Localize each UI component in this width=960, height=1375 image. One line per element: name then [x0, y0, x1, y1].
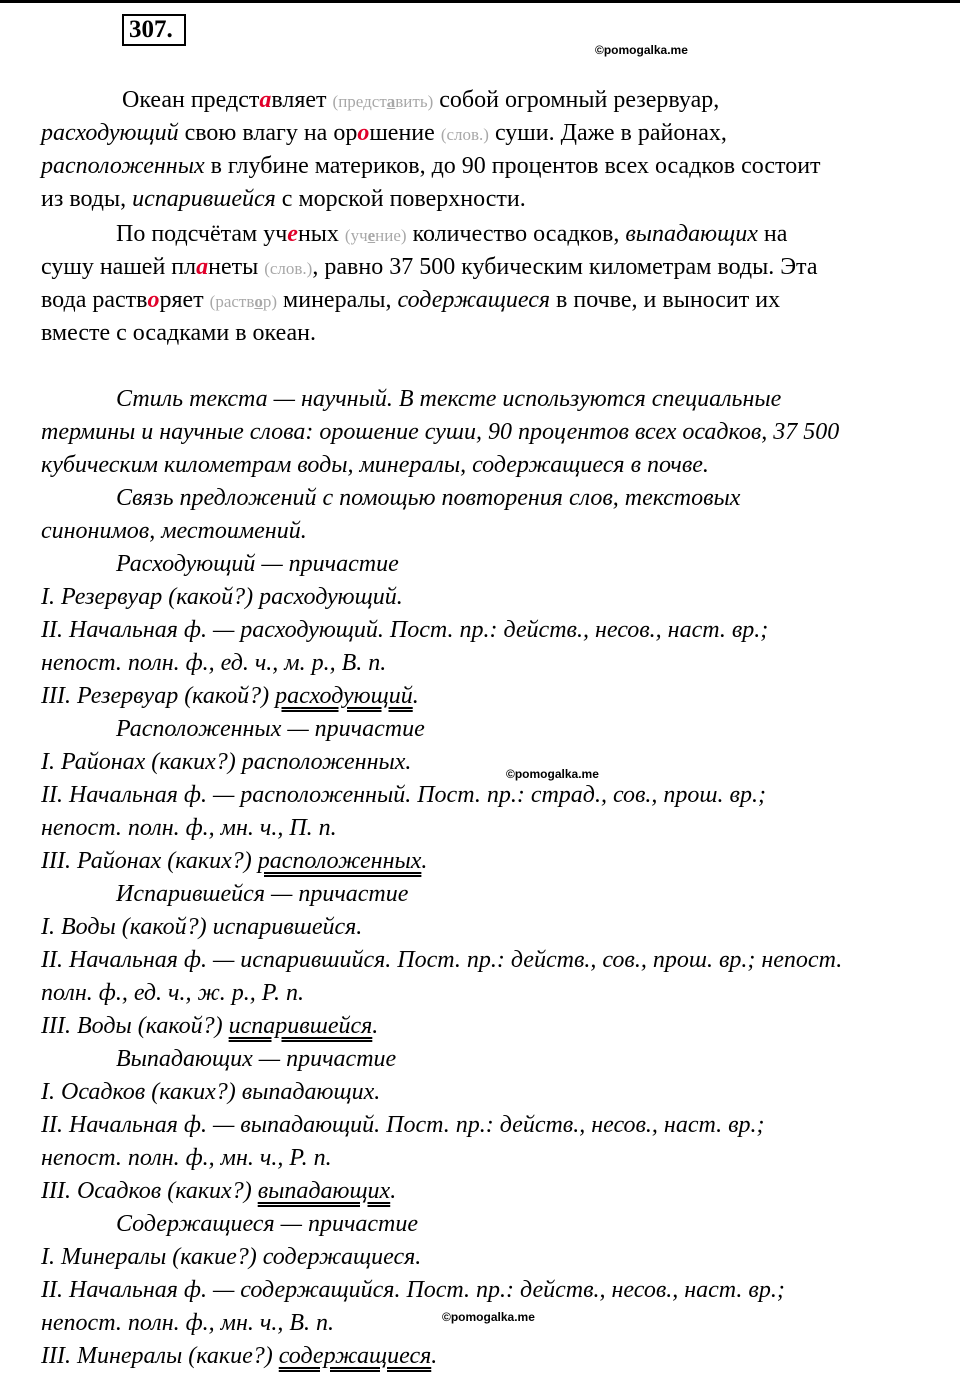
word-heading: Расположенных — причастие [116, 716, 425, 742]
word-heading: Испарившейся — причастие [116, 881, 409, 907]
watermark: ©pomogalka.me [442, 1310, 535, 1324]
text-line: расходующий свою влагу на орошение (слов.) суши. Даже в районах, [41, 120, 727, 146]
analysis-line: кубическим километрам воды, минералы, содержащиеся в почве. [41, 452, 709, 478]
analysis-line: III. Резервуар (какой?) расходующий. [41, 683, 419, 709]
analysis-line: непост. полн. ф., мн. ч., Р. п. [41, 1145, 332, 1171]
analysis-line: II. Начальная ф. — расходующий. Пост. пр.: действ., несов., наст. вр.; [41, 617, 769, 643]
analysis-line: непост. полн. ф., ед. ч., м. р., В. п. [41, 650, 387, 676]
exercise-number: 307. [122, 14, 186, 46]
word-heading: Расходующий — причастие [116, 551, 399, 577]
analysis-line: I. Минералы (какие?) содержащиеся. [41, 1244, 422, 1270]
analysis-line: I. Районах (каких?) расположенных. [41, 749, 412, 775]
analysis-line: I. Резервуар (какой?) расходующий. [41, 584, 403, 610]
text-line: По подсчётам ученых (учение) количество осадков, выпадающих на [116, 221, 788, 247]
analysis-line: III. Районах (каких?) расположенных. [41, 848, 428, 874]
analysis-line: II. Начальная ф. — выпадающий. Пост. пр.: действ., несов., наст. вр.; [41, 1112, 765, 1138]
word-heading: Выпадающих — причастие [116, 1046, 397, 1072]
text-line: вместе с осадками в океан. [41, 320, 317, 346]
analysis-line: III. Минералы (какие?) содержащиеся. [41, 1343, 438, 1369]
text-line: сушу нашей планеты (слов.), равно 37 500 кубическим километрам воды. Эта [41, 254, 818, 280]
word-heading: Содержащиеся — причастие [116, 1211, 419, 1237]
top-border [0, 0, 960, 3]
text-line: из воды, испарившейся с морской поверхности. [41, 186, 526, 212]
text-line: Океан представляет (представить) собой огромный резервуар, [122, 87, 720, 113]
text-line: расположенных в глубине материков, до 90 процентов всех осадков состоит [41, 153, 821, 179]
analysis-line: III. Осадков (каких?) выпадающих. [41, 1178, 397, 1204]
analysis-line: II. Начальная ф. — испарившийся. Пост. пр.: действ., сов., прош. вр.; непост. [41, 947, 843, 973]
analysis-line: I. Воды (какой?) испарившейся. [41, 914, 363, 940]
analysis-line: непост. полн. ф., мн. ч., В. п. [41, 1310, 334, 1336]
analysis-line: термины и научные слова: орошение суши, 90 процентов всех осадков, 37 500 [41, 419, 840, 445]
analysis-line: I. Осадков (каких?) выпадающих. [41, 1079, 381, 1105]
watermark: ©pomogalka.me [595, 43, 688, 57]
text-line: вода растворяет (раствор) минералы, содержащиеся в почве, и выносит их [41, 287, 781, 313]
analysis-line: III. Воды (какой?) испарившейся. [41, 1013, 379, 1039]
analysis-line: II. Начальная ф. — содержащийся. Пост. пр.: действ., несов., наст. вр.; [41, 1277, 785, 1303]
analysis-line: Связь предложений с помощью повторения слов, текстовых [116, 485, 741, 511]
analysis-line: Стиль текста — научный. В тексте используются специальные [116, 386, 782, 412]
analysis-line: полн. ф., ед. ч., ж. р., Р. п. [41, 980, 305, 1006]
watermark: ©pomogalka.me [506, 767, 599, 781]
analysis-line: непост. полн. ф., мн. ч., П. п. [41, 815, 337, 841]
analysis-line: II. Начальная ф. — расположенный. Пост. пр.: страд., сов., прош. вр.; [41, 782, 766, 808]
analysis-line: синонимов, местоимений. [41, 518, 307, 544]
